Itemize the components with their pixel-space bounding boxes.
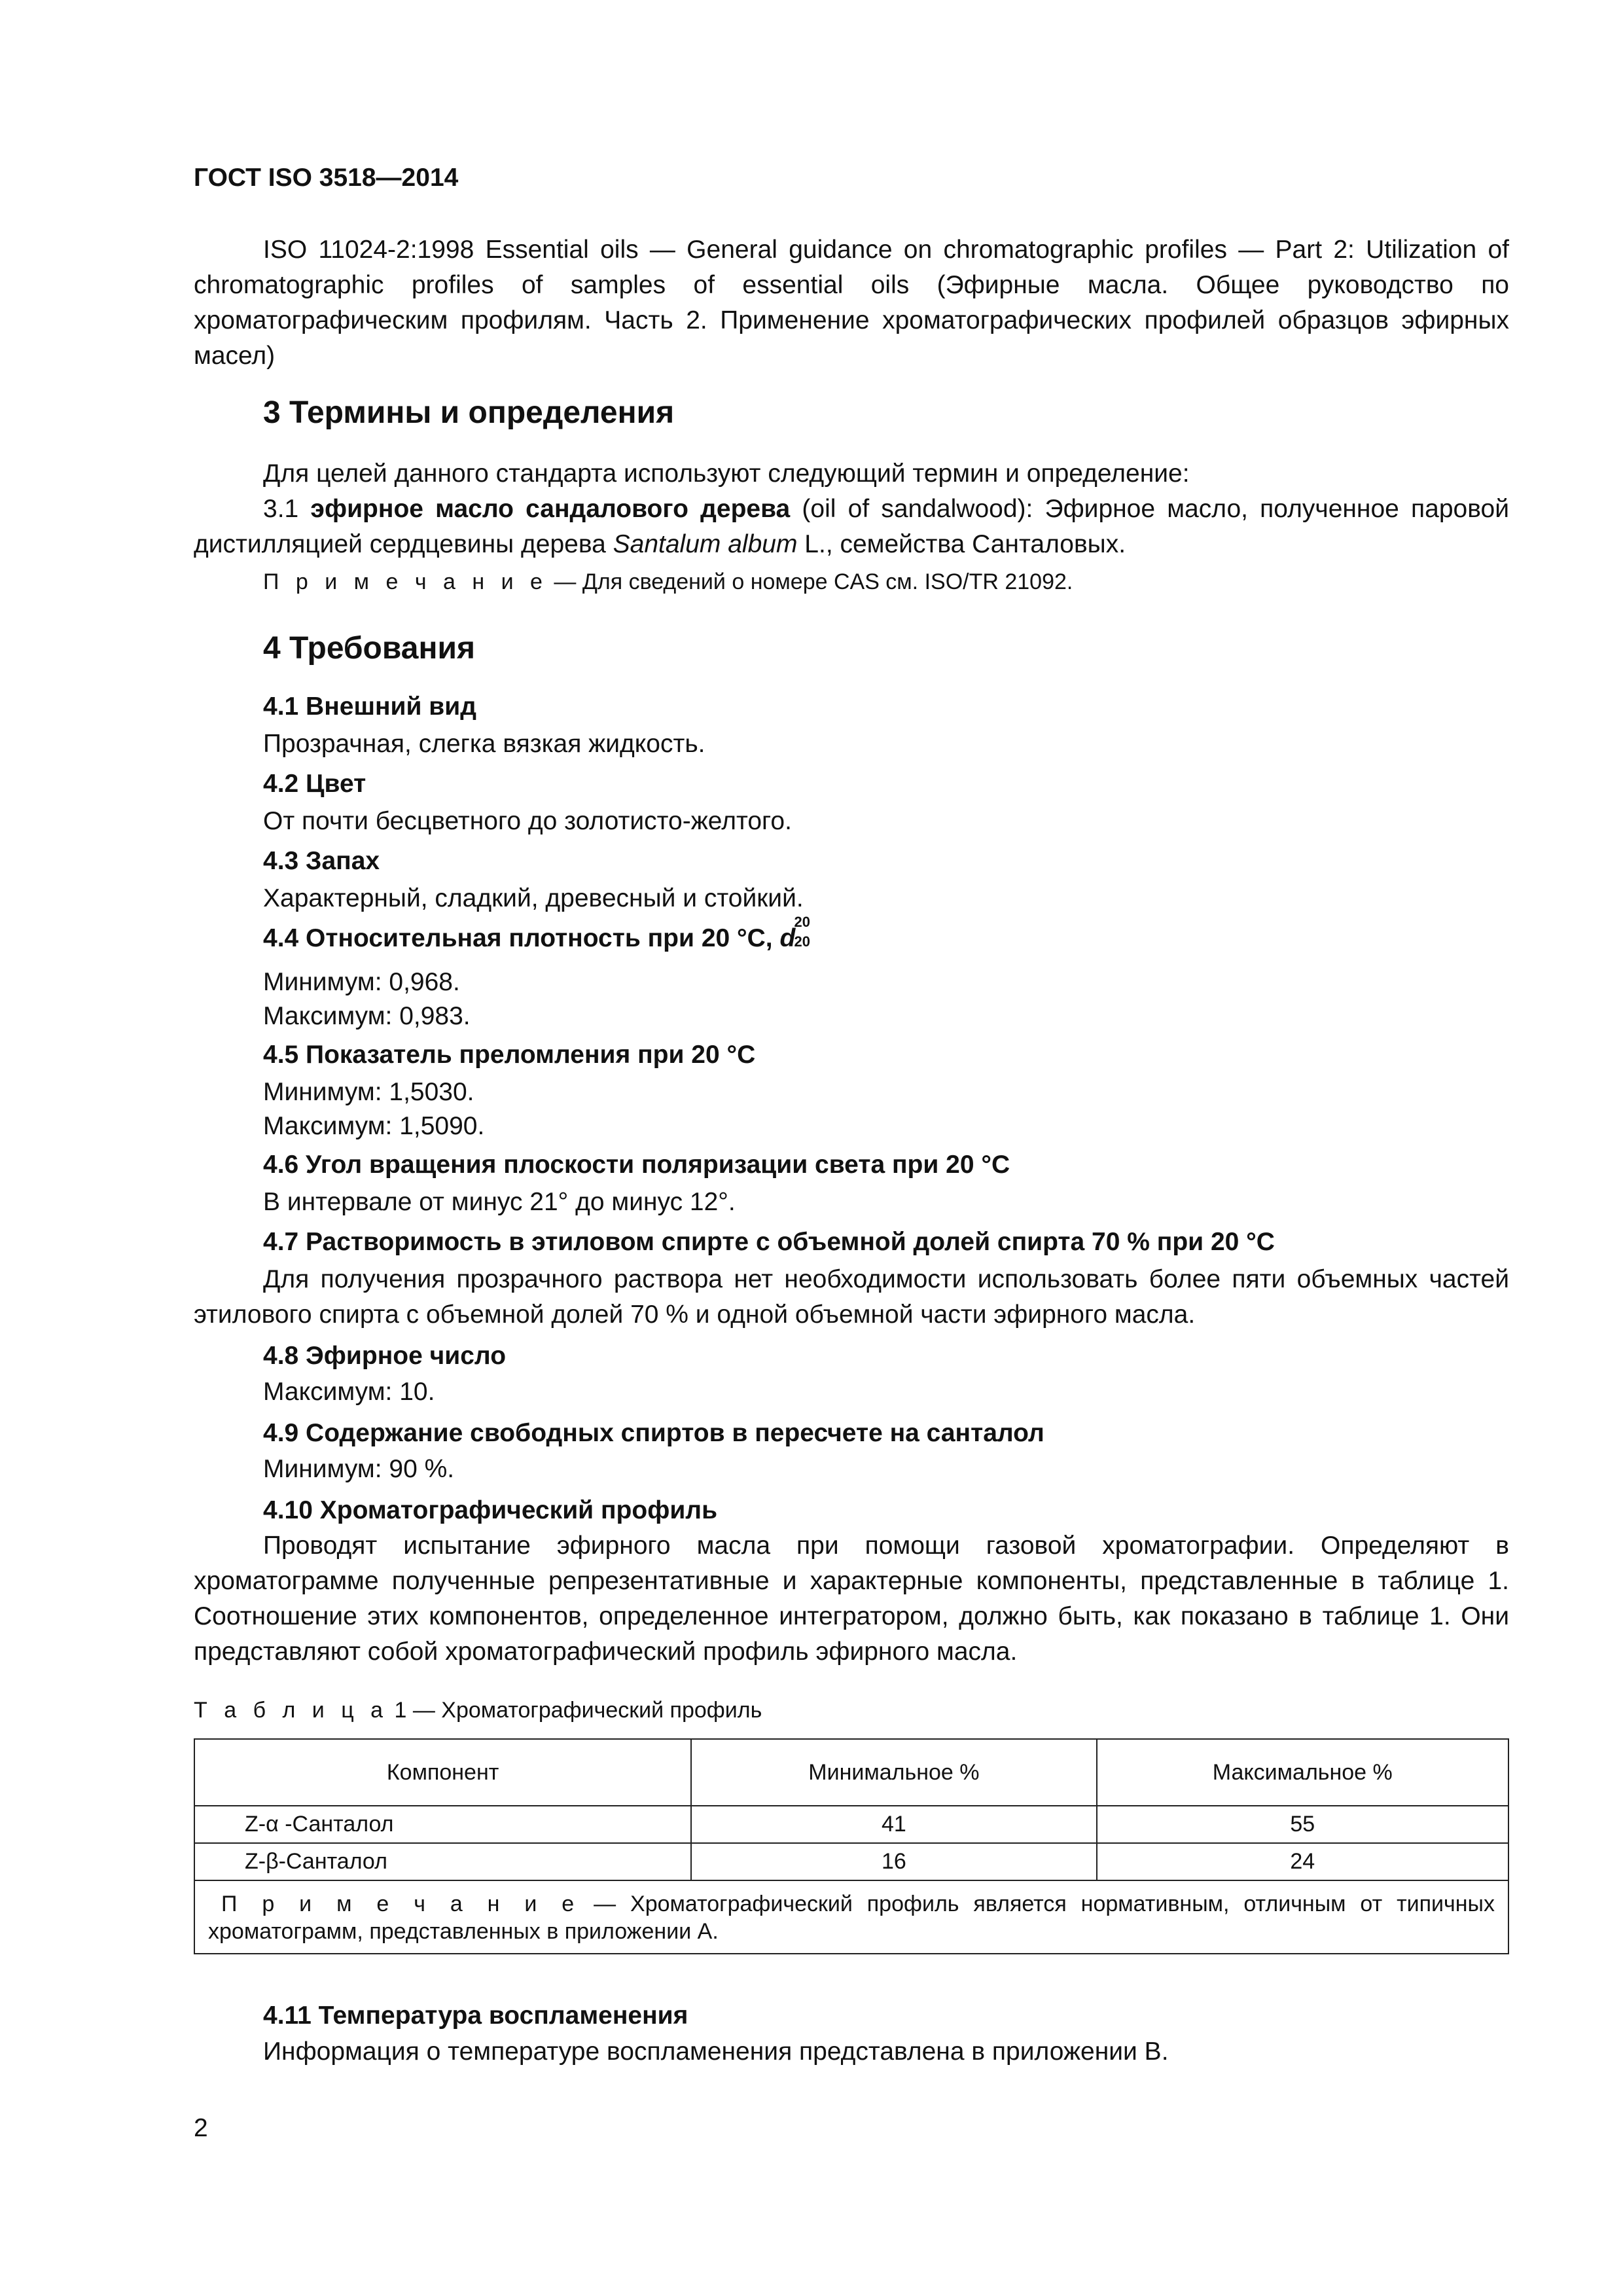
density-symbol (779, 914, 810, 953)
table-cell-component: Z-α -Санталол (194, 1806, 691, 1843)
subsection-4-4-max: Максимум: 0,983. (263, 1002, 471, 1030)
table-cell-max: 24 (1097, 1843, 1508, 1880)
term-species: Santalum album (613, 530, 798, 558)
reference-iso-11024: ISO 11024-2:1998 Essential oils — General guidance on chromatographic profiles — Part 2: Utilization of chromatographic profiles of samples of essential oils (Эфирные масла. Общее руководство по хроматографическим профилям. Часть 2. Применение хроматографических профилей образцов эфирных масел) (194, 236, 1509, 370)
table-note (194, 1880, 1508, 1954)
subsection-4-3-text: Характерный, сладкий, древесный и стойкий. (263, 884, 804, 912)
table-cell-max: 55 (1097, 1806, 1508, 1843)
subsection-4-2-title: 4.2 Цвет (263, 770, 366, 798)
subsection-4-10-text: Проводят испытание эфирного масла при помощи газовой хроматографии. Определяют в хроматограмме полученные репрезентативные и характерные компоненты, представленные в таблице 1. Соотношение этих компонентов, определенное интегратором, должно быть, как показано в таблице 1. Они представляют собой хроматографический профиль эфирного масла. (194, 1532, 1509, 1666)
table-note-text: — Хроматографический профиль является нормативным, отличным от типичных хроматограмм, представленных в приложении А. (208, 1892, 1495, 1944)
subsection-4-11-text: Информация о температуре воспламенения представлена в приложении В. (263, 2037, 1169, 2066)
subsection-4-8-title: 4.8 Эфирное число (263, 1342, 507, 1370)
table-caption-label: Т а б л и ц а (194, 1698, 389, 1723)
subsection-4-9-title: 4.9 Содержание свободных спиртов в пересчете на санталол (263, 1419, 1044, 1447)
table-header-component: Компонент (194, 1739, 691, 1806)
document-header: ГОСТ ISO 3518—2014 (194, 164, 459, 192)
subsection-4-9-text: Минимум: 90 %. (263, 1455, 455, 1483)
table-cell-min: 16 (691, 1843, 1096, 1880)
term-title: эфирное масло сандалового дерева (310, 495, 791, 523)
subsection-4-1-title: 4.1 Внешний вид (263, 692, 477, 721)
table-cell-component: Z-β-Санталол (194, 1843, 691, 1880)
subsection-4-11-title: 4.11 Температура воспламенения (263, 2001, 688, 2030)
subsection-4-7-title: 4.7 Растворимость в этиловом спирте с объемной долей спирта 70 % при 20 °С (263, 1228, 1275, 1256)
term-definition-b: L., семейства Санталовых. (797, 530, 1126, 558)
subsection-4-3-title: 4.3 Запах (263, 847, 380, 875)
page-number: 2 (194, 2114, 208, 2142)
subsection-4-2-text: От почти бесцветного до золотисто-желтого. (263, 807, 792, 835)
subsection-4-6-text: В интервале от минус 21° до минус 12°. (263, 1188, 736, 1216)
subsection-4-8-text: Максимум: 10. (263, 1378, 435, 1406)
table-row (194, 1843, 1508, 1880)
chromatographic-profile-table (194, 1738, 1509, 1954)
table-caption-text: 1 — Хроматографический профиль (388, 1698, 762, 1723)
section-4-heading: 4 Требования (263, 631, 475, 666)
density-title-text: 4.4 Относительная плотность при 20 °С, (263, 924, 780, 952)
section-3-heading: 3 Термины и определения (263, 395, 675, 430)
subsection-4-5-min: Минимум: 1,5030. (263, 1078, 474, 1106)
subsection-4-10-title: 4.10 Хроматографический профиль (263, 1496, 718, 1524)
subsection-4-7-text: Для получения прозрачного раствора нет необходимости использовать более пяти объемных частей этилового спирта с объемной долей 70 % и одной объемной части эфирного масла. (194, 1265, 1509, 1329)
table-header-row (194, 1739, 1508, 1806)
table-header-min: Минимальное % (691, 1739, 1096, 1806)
density-d: d (779, 924, 796, 952)
table-cell-min: 41 (691, 1806, 1096, 1843)
table-note-label: П р и м е ч а н и е (221, 1892, 580, 1916)
subsection-4-4-title (263, 914, 810, 953)
table-1-caption (194, 1698, 762, 1723)
note-text: — Для сведений о номере CAS см. ISO/TR 21092. (547, 569, 1073, 594)
note-label: П р и м е ч а н и е (263, 569, 548, 594)
term-definition-a: (oil of sandalwood): Эфирное масло, полученное паровой дистилляцией сердцевины дерева (194, 495, 1509, 558)
subsection-4-5-max: Максимум: 1,5090. (263, 1112, 485, 1140)
term-number: 3.1 (263, 495, 299, 523)
density-superscript: 20 (794, 914, 810, 930)
subsection-4-6-title: 4.6 Угол вращения плоскости поляризации света при 20 °С (263, 1151, 1010, 1179)
subsection-4-5-title: 4.5 Показатель преломления при 20 °С (263, 1041, 756, 1069)
subsection-4-4-min: Минимум: 0,968. (263, 968, 460, 996)
subsection-4-1-text: Прозрачная, слегка вязкая жидкость. (263, 730, 705, 758)
section-3-note (263, 569, 1073, 595)
section-3-intro: Для целей данного стандарта используют следующий термин и определение: (263, 459, 1190, 488)
table-header-max: Максимальное % (1097, 1739, 1508, 1806)
table-note-row (194, 1880, 1508, 1954)
term-3-1 (194, 492, 1509, 562)
density-subscript: 20 (794, 933, 810, 950)
table-row (194, 1806, 1508, 1843)
